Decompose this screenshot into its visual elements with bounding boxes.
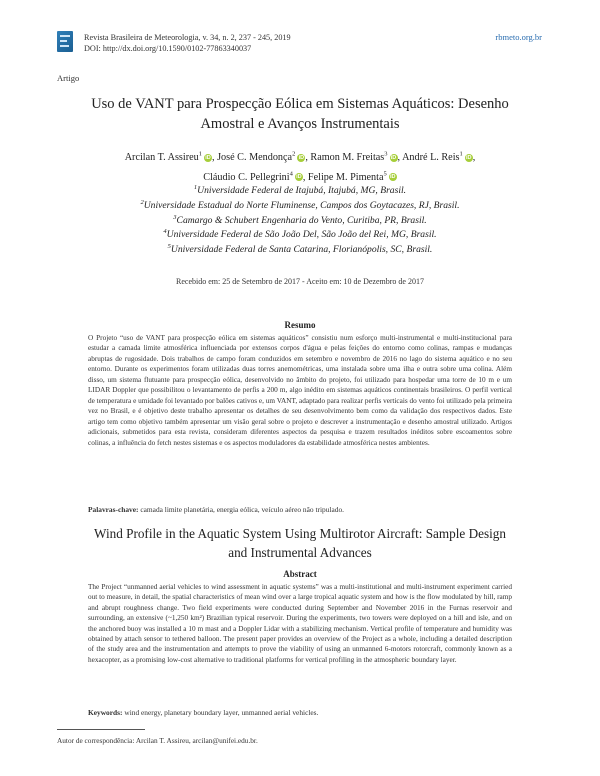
abstract-heading: Abstract (283, 569, 317, 579)
author: Felipe M. Pimenta$^5$iD (307, 170, 396, 183)
keywords-label: Keywords: (88, 708, 123, 717)
orcid-icon[interactable]: iD (389, 174, 396, 181)
keywords-text: wind energy, planetary boundary layer, unmanned aerial vehicles. (124, 708, 319, 717)
affiliation: $^4$Universidade Federal de São João Del, São João del Rei, MG, Brasil. (163, 228, 437, 241)
affiliation: $^5$Universidade Federal de Santa Catarina, Florianópolis, SC, Brasil. (167, 243, 433, 256)
keywords-label: Palavras-chave: (88, 505, 139, 514)
author: Arcilan T. Assireu$^1$iD, (124, 151, 215, 164)
title-english: Wind Profile in the Aquatic System Using Multirotor Aircraft: Sample Design and Instrumental Advances (94, 526, 506, 560)
resumo-body: O Projeto “uso de VANT para prospecção eólica em sistemas aquáticos” consistiu num esforço multi-instrumental e multi-institucional para estudar a camada limite atmosférica influenciada por extensos corpos d'água e pelas feições do entorno como colinas, rampas e mudanças abruptas de rugosidade. Dois trabalhos de campo foram conduzidos em setembro e novembro de 2016 no lago do sistema aquático e no seu entorno. Durante os experimentos foram utilizadas duas torres anemométricas, uma instalada sobre uma ilha e outra sobre uma colina. Além disso, um sistema flutuante para prospecção eólica, desenvolvido no âmbito do projeto, foi utilizado para hospedar uma torre de 10 m e um LIDAR Doppler que possibilitou o levantamento de perfis a 200 m, algo inédito em sistemas aquáticos continentais brasileiros. O perfil vertical de temperatura e umidade foi levantado por balões cativos e, um VANT, adaptado para realizar perfis verticais do vento foi utilizado pela primeira vez no Brasil, e é objetivo deste trabalho apresentar os detalhes de seu desenvolvimento bem como da validação dos respectivos dados. Este artigo tem como objetivo também apresentar um visão geral sobre o projeto e descrever a instrumentação e desenho amostral utilizado. Artigos adicionais, submetidos para esta revista, consideram diferentes aspectos da pesquisa e trazem resultados inéditos sobre escoamentos sobre colinas, a influência do fetch nestes sistemas e os aspectos moduladores da estabilidade atmosférica nestes ambientes. (88, 334, 512, 447)
corresponding-author-footnote: Autor de correspondência: Arcilan T. Assireu, arcilan@unifei.edu.br. (57, 736, 258, 745)
journal-site-link[interactable]: rbmeto.org.br (495, 32, 542, 42)
orcid-icon[interactable]: iD (466, 155, 472, 162)
abstract-body: The Project “unmanned aerial vehicles to wind assessment in aquatic systems” was a multi-institutional and multi-instrument experiment carried out to measure, in detail, the spatial characteristics of mean wind over a large tropical aquatic system and how is the flow modulated by hill, ramp and abrupt roughness change. Two field experiments were conducted during September and November 2016 in the Furnas reservoir and surrounding, an extensive (~1,250 km²) Brazilian typical reservoir. During the experiments, two towers were deployed on a hill and isle, and on the anchored buoy was installed a 10 m mast and a Doppler Lidar with a stabilizing mechanism. Vertical profile of temperature and humidity was obtained by attach sensor to tethered balloon. The present paper provides an overview of the Project as a whole, including a detailed description of the study area and the instrumentation and attempts to prove the viability of using an unmanned 6-motors rotorcraft, commonly known as a hexacopter, as a promising low-cost alternative to traditional platforms for vertical profiling in the atmospheric boundary layer. (88, 583, 512, 664)
orcid-icon[interactable]: iD (205, 155, 211, 162)
doi-link[interactable]: DOI: http://dx.doi.org/10.1590/0102-77863340037 (84, 44, 252, 53)
author: André L. Reis$^1$iD, (402, 151, 476, 164)
affiliation: $^3$Camargo & Schubert Engenharia do Vento, Curitiba, PR, Brasil. (173, 213, 427, 226)
orcid-icon[interactable]: iD (390, 155, 397, 162)
keywords-text: camada limite planetária, energia eólica, veículo aéreo não tripulado. (140, 505, 344, 514)
resumo-heading: Resumo (284, 320, 316, 330)
affiliation: $^1$Universidade Federal de Itajubá, Itajubá, MG, Brasil. (193, 184, 407, 197)
orcid-icon[interactable]: iD (296, 174, 302, 181)
journal-citation (84, 32, 291, 54)
author-list (70, 147, 530, 186)
journal-line: Revista Brasileira de Meteorologia, v. 34, n. 2, 237 - 245, 2019 (84, 33, 291, 42)
keywords-english (88, 708, 512, 717)
title-portuguese: Uso de VANT para Prospecção Eólica em Sistemas Aquáticos: Desenho Amostral e Avanços Instrumentais (91, 96, 509, 132)
author: José C. Mendonça$^2$iD, (217, 151, 308, 164)
journal-logo-icon (57, 31, 73, 52)
received-accepted-dates: Recebido em: 25 de Setembro de 2017 - Aceito em: 10 de Dezembro de 2017 (176, 277, 424, 286)
footnote-divider (57, 729, 145, 730)
page-header (0, 0, 600, 70)
affiliation: $^2$Universidade Estadual do Norte Fluminense, Campos dos Goytacazes, RJ, Brasil. (140, 198, 460, 211)
orcid-icon[interactable]: iD (298, 155, 305, 162)
author: Ramon M. Freitas$^3$iD, (310, 151, 401, 164)
article-type: Artigo (57, 73, 80, 83)
keywords-portuguese (88, 505, 512, 514)
author: Cláudio C. Pellegrini$^4$iD, (203, 170, 306, 183)
affiliation-list (70, 182, 530, 256)
